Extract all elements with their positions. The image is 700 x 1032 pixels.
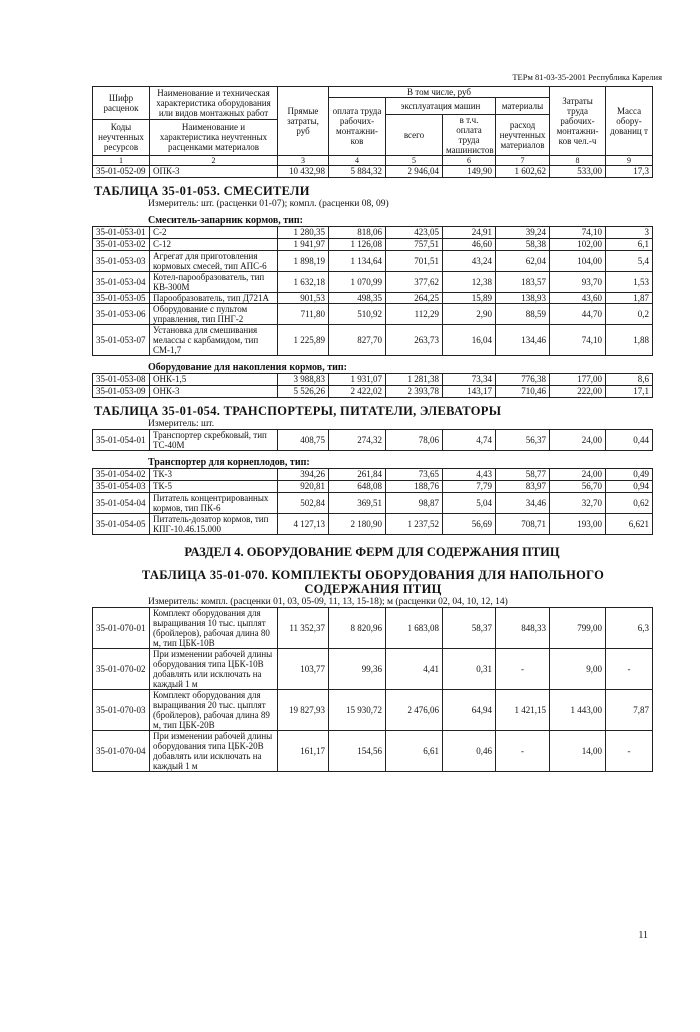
machinist-wage-cell: 0,46 [443, 730, 496, 771]
machines-cell: 4,41 [386, 648, 443, 689]
table-row [93, 480, 653, 492]
machines-cell: 78,06 [386, 429, 443, 450]
column-numbers-row [93, 155, 653, 165]
name-cell: Питатель-дозатор кормов, тип КПГ-10.46.15.000 [150, 513, 278, 534]
direct-cost-cell: 1 632,18 [278, 271, 329, 292]
code-cell: 35-01-053-07 [93, 324, 150, 355]
name-cell: ОНК-1,5 [150, 373, 278, 385]
document-header: ТЕРм 81-03-35-2001 Республика Карелия [512, 72, 662, 82]
machines-cell: 1 683,08 [386, 607, 443, 648]
labor-cell: 74,10 [550, 226, 606, 238]
labor-cell: 43,60 [550, 292, 606, 303]
column-number: 7 [496, 155, 550, 165]
labor-cell: 104,00 [550, 250, 606, 271]
labor-cell: 56,70 [550, 480, 606, 492]
code-cell: 35-01-054-01 [93, 429, 150, 450]
wage-cell: 99,36 [329, 648, 386, 689]
section-title: РАЗДЕЛ 4. ОБОРУДОВАНИЕ ФЕРМ ДЛЯ СОДЕРЖАНИЯ ПТИЦ [184, 544, 560, 559]
wage-cell: 1 070,99 [329, 271, 386, 292]
wage-cell: 510,92 [329, 303, 386, 324]
name-cell: ОНК-3 [150, 385, 278, 397]
table-unit: Измеритель: шт. [148, 418, 215, 429]
direct-cost-cell: 161,17 [278, 730, 329, 771]
column-number: 2 [150, 155, 278, 165]
column-number: 8 [550, 155, 606, 165]
machines-cell: 263,73 [386, 324, 443, 355]
labor-cell: 24,00 [550, 429, 606, 450]
labor-cell: 93,70 [550, 271, 606, 292]
mass-cell: - [606, 730, 653, 771]
data-table [92, 607, 653, 772]
table-row [93, 429, 653, 450]
table-row [93, 238, 653, 250]
name-cell: Агрегат для приготовления кормовых смесей, тип АПС-6 [150, 250, 278, 271]
machinist-wage-cell: 24,91 [443, 226, 496, 238]
direct-cost-cell: 901,53 [278, 292, 329, 303]
wage-cell: 498,35 [329, 292, 386, 303]
code-cell: 35-01-053-09 [93, 385, 150, 397]
table-row [93, 165, 653, 177]
machinist-wage-cell: 12,38 [443, 271, 496, 292]
mass-cell: 6,3 [606, 607, 653, 648]
main-content [92, 86, 652, 772]
wage-cell: 5 884,32 [329, 165, 386, 177]
labor-cell: 1 443,00 [550, 689, 606, 730]
name-column-header: Наименование и техническая характеристика оборудования или видов монтажных работ [150, 87, 278, 120]
machinist-wage-cell: 5,04 [443, 492, 496, 513]
resource-name-header: Наименование и характеристика неучтенных расценками материалов [150, 120, 278, 156]
materials-cell: 83,97 [496, 480, 550, 492]
mass-cell: 1,87 [606, 292, 653, 303]
materials-cell: 848,33 [496, 607, 550, 648]
code-cell: 35-01-053-01 [93, 226, 150, 238]
labor-cell: 177,00 [550, 373, 606, 385]
direct-cost-header: Прямые затраты, руб [278, 87, 329, 156]
column-number: 6 [443, 155, 496, 165]
machines-cell: 377,62 [386, 271, 443, 292]
table-row [93, 303, 653, 324]
group-title: Смеситель-запарник кормов, тип: [148, 214, 304, 226]
column-header-table [92, 86, 653, 178]
mass-cell: 1,88 [606, 324, 653, 355]
machinist-wage-cell: 73,34 [443, 373, 496, 385]
table-row [93, 324, 653, 355]
wage-header: оплата труда рабочих-монтажни-ков [329, 98, 386, 156]
code-cell: 35-01-053-02 [93, 238, 150, 250]
name-cell: ТК-3 [150, 468, 278, 480]
table-row [93, 468, 653, 480]
wage-cell: 648,08 [329, 480, 386, 492]
machines-cell: 73,65 [386, 468, 443, 480]
labor-cell: 74,10 [550, 324, 606, 355]
machinist-wage-cell: 56,69 [443, 513, 496, 534]
mass-cell: 8,6 [606, 373, 653, 385]
name-cell: Котел-парообразователь, тип КВ-300М [150, 271, 278, 292]
column-number: 5 [386, 155, 443, 165]
name-cell: Оборудование с пультом управления, тип ПНГ-2 [150, 303, 278, 324]
code-cell: 35-01-070-01 [93, 607, 150, 648]
machines-cell: 2 393,78 [386, 385, 443, 397]
mass-cell: 0,49 [606, 468, 653, 480]
table-row [93, 292, 653, 303]
name-cell: С-2 [150, 226, 278, 238]
machines-cell: 701,51 [386, 250, 443, 271]
code-cell: 35-01-054-05 [93, 513, 150, 534]
labor-cell: 44,70 [550, 303, 606, 324]
name-cell: Комплект оборудования для выращивания 10 тыс. цыплят (бройлеров), рабочая длина 80 м, тип ЦБК-10В [150, 607, 278, 648]
table-row [93, 648, 653, 689]
materials-cell: 138,93 [496, 292, 550, 303]
materials-cell: 58,77 [496, 468, 550, 480]
data-table [92, 429, 653, 451]
machines-cell: 757,51 [386, 238, 443, 250]
machinist-wage-cell: 143,17 [443, 385, 496, 397]
mass-cell: 7,87 [606, 689, 653, 730]
direct-cost-cell: 920,81 [278, 480, 329, 492]
wage-cell: 2 422,02 [329, 385, 386, 397]
materials-cell: 710,46 [496, 385, 550, 397]
labor-cell: 193,00 [550, 513, 606, 534]
code-cell: 35-01-054-02 [93, 468, 150, 480]
direct-cost-cell: 1 941,97 [278, 238, 329, 250]
table-row [93, 250, 653, 271]
materials-cell: 1 421,15 [496, 689, 550, 730]
machines-cell: 98,87 [386, 492, 443, 513]
labor-cell: 9,00 [550, 648, 606, 689]
direct-cost-cell: 19 827,93 [278, 689, 329, 730]
mass-cell: 0,44 [606, 429, 653, 450]
machinist-wage-cell: 46,60 [443, 238, 496, 250]
direct-cost-cell: 502,84 [278, 492, 329, 513]
name-cell: При изменении рабочей длины оборудования типа ЦБК-20В добавлять или исключать на каждый 1 м [150, 730, 278, 771]
machines-cell: 2 946,04 [386, 165, 443, 177]
code-cell: 35-01-053-06 [93, 303, 150, 324]
column-number: 9 [606, 155, 653, 165]
name-cell: Транспортер скребковый, тип ТС-40М [150, 429, 278, 450]
name-cell: С-12 [150, 238, 278, 250]
group-title: Транспортер для корнеплодов, тип: [148, 456, 310, 468]
table-row [93, 492, 653, 513]
code-cell: 35-01-053-03 [93, 250, 150, 271]
machinist-wage-header: в т.ч. оплата труда машинистов [443, 114, 496, 155]
table-row [93, 513, 653, 534]
mass-cell: - [606, 648, 653, 689]
materials-cell: - [496, 730, 550, 771]
machines-cell: 112,29 [386, 303, 443, 324]
table-row [93, 385, 653, 397]
table-row [93, 607, 653, 648]
name-cell: Установка для смешивания мелассы с карбамидом, тип СМ-1,7 [150, 324, 278, 355]
wage-cell: 369,51 [329, 492, 386, 513]
materials-cell: 34,46 [496, 492, 550, 513]
table-unit: Измеритель: шт. (расценки 01-07); компл. (расценки 08, 09) [148, 198, 389, 209]
code-cell: 35-01-054-03 [93, 480, 150, 492]
mass-cell: 1,53 [606, 271, 653, 292]
materials-cell: 776,38 [496, 373, 550, 385]
materials-header: материалы [496, 98, 550, 115]
code-cell: 35-01-053-05 [93, 292, 150, 303]
resource-code-header: Коды неучтенных ресурсов [93, 120, 150, 156]
wage-cell: 1 134,64 [329, 250, 386, 271]
wage-cell: 1 931,07 [329, 373, 386, 385]
materials-cell: 88,59 [496, 303, 550, 324]
direct-cost-cell: 103,77 [278, 648, 329, 689]
wage-cell: 261,84 [329, 468, 386, 480]
table-row [93, 226, 653, 238]
wage-cell: 2 180,90 [329, 513, 386, 534]
machines-cell: 1 281,38 [386, 373, 443, 385]
table-row [93, 730, 653, 771]
machinist-wage-cell: 7,79 [443, 480, 496, 492]
table-35-01-053 [92, 184, 652, 398]
labor-cell: 102,00 [550, 238, 606, 250]
labor-cell: 222,00 [550, 385, 606, 397]
wage-cell: 8 820,96 [329, 607, 386, 648]
direct-cost-cell: 394,26 [278, 468, 329, 480]
materials-cell: 1 602,62 [496, 165, 550, 177]
table-title: ТАБЛИЦА 35-01-070. КОМПЛЕКТЫ ОБОРУДОВАНИЯ ДЛЯ НАПОЛЬНОГО СОДЕРЖАНИЯ ПТИЦ [141, 567, 605, 596]
direct-cost-cell: 4 127,13 [278, 513, 329, 534]
mass-cell: 0,2 [606, 303, 653, 324]
wage-cell: 1 126,08 [329, 238, 386, 250]
code-column-header: Шифр расценок [93, 87, 150, 120]
code-cell: 35-01-070-02 [93, 648, 150, 689]
direct-cost-cell: 1 898,19 [278, 250, 329, 271]
wage-cell: 154,56 [329, 730, 386, 771]
table-row [93, 373, 653, 385]
materials-cell: 39,24 [496, 226, 550, 238]
column-number: 4 [329, 155, 386, 165]
name-cell: ОПК-3 [150, 165, 278, 177]
mass-cell: 5,4 [606, 250, 653, 271]
materials-cell: 134,46 [496, 324, 550, 355]
code-cell: 35-01-052-09 [93, 165, 150, 177]
name-cell: Комплект оборудования для выращивания 20 тыс. цыплят (бройлеров), рабочая длина 89 м, тип ЦБК-20В [150, 689, 278, 730]
name-cell: ТК-5 [150, 480, 278, 492]
labor-cell: 32,70 [550, 492, 606, 513]
mass-header: Масса обору-дованиц т [606, 87, 653, 156]
machines-cell: 2 476,06 [386, 689, 443, 730]
machinist-wage-cell: 4,43 [443, 468, 496, 480]
machines-header: эксплуатация машин [386, 98, 496, 115]
code-cell: 35-01-070-03 [93, 689, 150, 730]
machinist-wage-cell: 64,94 [443, 689, 496, 730]
table-unit: Измеритель: компл. (расценки 01, 03, 05-09, 11, 13, 15-18); м (расценки 02, 04, 10, 12, 14) [148, 596, 508, 607]
materials-cell: 58,38 [496, 238, 550, 250]
code-cell: 35-01-053-08 [93, 373, 150, 385]
wage-cell: 818,06 [329, 226, 386, 238]
direct-cost-cell: 408,75 [278, 429, 329, 450]
materials-cell: - [496, 648, 550, 689]
labor-cell: 14,00 [550, 730, 606, 771]
mass-cell: 0,94 [606, 480, 653, 492]
mass-cell: 17,3 [606, 165, 653, 177]
code-cell: 35-01-053-04 [93, 271, 150, 292]
wage-cell: 274,32 [329, 429, 386, 450]
labor-cell: 24,00 [550, 468, 606, 480]
mass-cell: 17,1 [606, 385, 653, 397]
direct-cost-cell: 3 988,83 [278, 373, 329, 385]
machines-cell: 6,61 [386, 730, 443, 771]
code-cell: 35-01-054-04 [93, 492, 150, 513]
direct-cost-cell: 10 432,98 [278, 165, 329, 177]
labor-cell: 533,00 [550, 165, 606, 177]
mass-cell: 6,621 [606, 513, 653, 534]
machinist-wage-cell: 149,90 [443, 165, 496, 177]
machinist-wage-cell: 43,24 [443, 250, 496, 271]
labor-cell: 799,00 [550, 607, 606, 648]
machinist-wage-cell: 15,89 [443, 292, 496, 303]
table-row [93, 689, 653, 730]
materials-use-header: расход неучтенных материалов [496, 114, 550, 155]
mass-cell: 3 [606, 226, 653, 238]
direct-cost-cell: 5 526,26 [278, 385, 329, 397]
machines-cell: 264,25 [386, 292, 443, 303]
machines-total-header: всего [386, 114, 443, 155]
materials-cell: 56,37 [496, 429, 550, 450]
table-35-01-070 [92, 568, 652, 772]
materials-cell: 62,04 [496, 250, 550, 271]
group-title: Оборудование для накопления кормов, тип: [148, 361, 347, 373]
direct-cost-cell: 11 352,37 [278, 607, 329, 648]
machines-cell: 188,76 [386, 480, 443, 492]
machinist-wage-cell: 4,74 [443, 429, 496, 450]
direct-cost-cell: 1 280,35 [278, 226, 329, 238]
mass-cell: 6,1 [606, 238, 653, 250]
direct-cost-cell: 711,80 [278, 303, 329, 324]
code-cell: 35-01-070-04 [93, 730, 150, 771]
data-table [92, 468, 653, 535]
name-cell: Питатель концентрированных кормов, тип ПК-6 [150, 492, 278, 513]
table-35-01-054 [92, 404, 652, 535]
direct-cost-cell: 1 225,89 [278, 324, 329, 355]
incl-header: В том числе, руб [329, 87, 550, 98]
machines-cell: 423,05 [386, 226, 443, 238]
name-cell: Парообразователь, тип Д721А [150, 292, 278, 303]
machinist-wage-cell: 0,31 [443, 648, 496, 689]
page-number: 11 [638, 930, 648, 941]
mass-cell: 0,62 [606, 492, 653, 513]
materials-cell: 708,71 [496, 513, 550, 534]
table-title: ТАБЛИЦА 35-01-053. СМЕСИТЕЛИ [94, 183, 310, 198]
machinist-wage-cell: 16,04 [443, 324, 496, 355]
wage-cell: 15 930,72 [329, 689, 386, 730]
data-table [92, 373, 653, 398]
machines-cell: 1 237,52 [386, 513, 443, 534]
wage-cell: 827,70 [329, 324, 386, 355]
column-number: 1 [93, 155, 150, 165]
labor-header: Затраты труда рабочих-монтажни-ков чел.-ч [550, 87, 606, 156]
data-table [92, 226, 653, 356]
table-title: ТАБЛИЦА 35-01-054. ТРАНСПОРТЕРЫ, ПИТАТЕЛИ, ЭЛЕВАТОРЫ [94, 403, 502, 418]
name-cell: При изменении рабочей длины оборудования типа ЦБК-10В добавлять или исключать на каждый 1 м [150, 648, 278, 689]
column-number: 3 [278, 155, 329, 165]
table-row [93, 271, 653, 292]
machinist-wage-cell: 2,90 [443, 303, 496, 324]
materials-cell: 183,57 [496, 271, 550, 292]
machinist-wage-cell: 58,37 [443, 607, 496, 648]
